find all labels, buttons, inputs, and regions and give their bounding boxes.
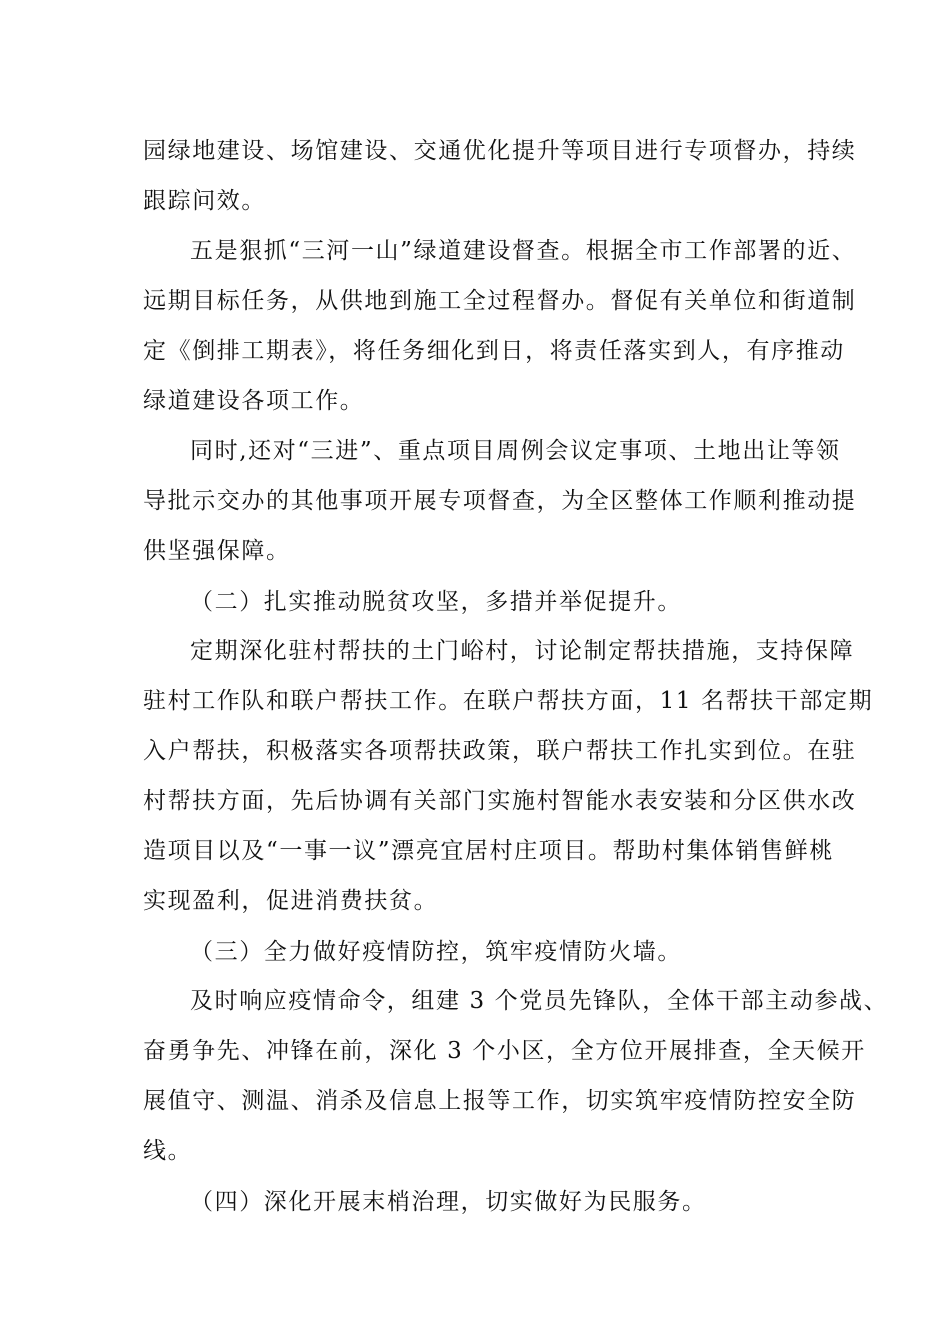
paragraph-line: 入户帮扶，积极落实各项帮扶政策，联户帮扶工作扎实到位。在驻 [143,738,857,764]
paragraph-line: 五是狠抓“三河一山”绿道建设督查。根据全市工作部署的近、 [190,238,857,264]
paragraph-line: 定期深化驻村帮扶的土门峪村，讨论制定帮扶措施，支持保障 [190,638,855,664]
paragraph-line: 远期目标任务，从供地到施工全过程督办。督促有关单位和街道制 [143,288,857,314]
section-heading: （四）深化开展末梢治理，切实做好为民服务。 [190,1189,707,1215]
paragraph-line: 供坚强保障。 [143,538,291,564]
paragraph-line: 奋勇争先、冲锋在前，深化 3 个小区，全方位开展排查，全天候开 [143,1038,866,1064]
section-heading: （二）扎实推动脱贫攻坚，多措并举促提升。 [190,589,682,615]
paragraph-line: 村帮扶方面，先后协调有关部门实施村智能水表安装和分区供水改 [143,788,857,814]
paragraph-line: 及时响应疫情命令，组建 3 个党员先锋队，全体干部主动参战、 [190,988,889,1014]
paragraph-line: 线。 [143,1138,193,1164]
paragraph-line: 导批示交办的其他事项开展专项督查，为全区整体工作顺利推动提 [143,488,857,514]
section-heading: （三）全力做好疫情防控，筑牢疫情防火墙。 [190,939,682,965]
paragraph-line: 绿道建设各项工作。 [143,388,365,414]
paragraph-line: 同时,还对“三进”、重点项目周例会议定事项、土地出让等领 [190,438,841,464]
paragraph-line: 造项目以及“一事一议”漂亮宜居村庄项目。帮助村集体销售鲜桃 [143,838,834,864]
paragraph-line: 园绿地建设、场馆建设、交通优化提升等项目进行专项督办，持续 [143,138,857,164]
paragraph-line: 实现盈利，促进消费扶贫。 [143,888,439,914]
paragraph-line: 跟踪问效。 [143,188,266,214]
paragraph-line: 展值守、测温、消杀及信息上报等工作，切实筑牢疫情防控安全防 [143,1088,857,1114]
paragraph-line: 驻村工作队和联户帮扶工作。在联户帮扶方面，11 名帮扶干部定期 [143,688,874,714]
paragraph-line: 定《倒排工期表》，将任务细化到日，将责任落实到人，有序推动 [143,338,845,364]
